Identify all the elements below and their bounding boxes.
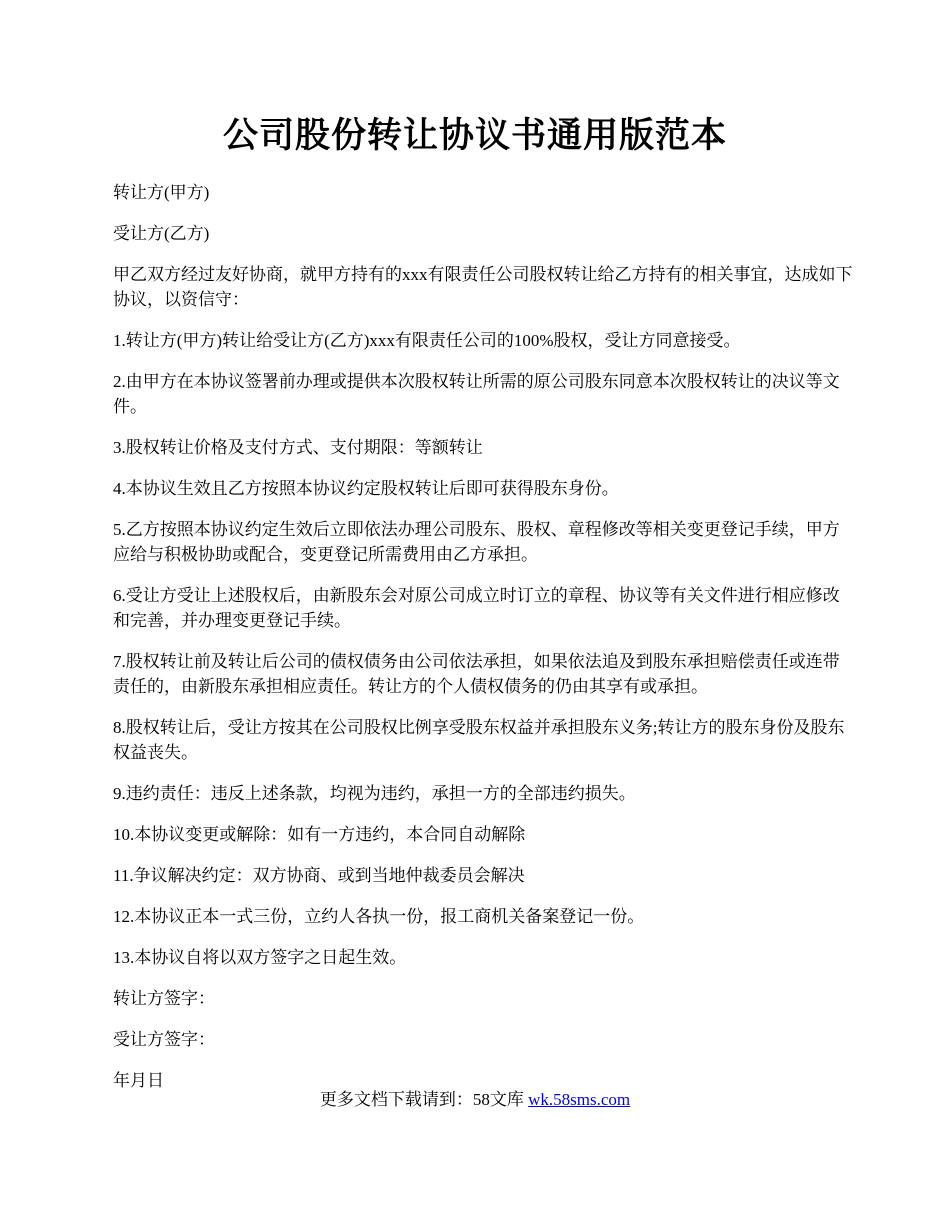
document-title: 公司股份转让协议书通用版范本 bbox=[222, 116, 727, 155]
clause-7: 7.股权转让前及转让后公司的债权债务由公司依法承担，如果依法追及到股东承担赔偿责任或连带责任的，由新股东承担相应责任。转让方的个人债权债务的仍由其享有或承担。 bbox=[113, 652, 840, 696]
clause-10: 10.本协议变更或解除：如有一方违约，本合同自动解除 bbox=[113, 825, 526, 844]
clause-3: 3.股权转让价格及支付方式、支付期限：等额转让 bbox=[113, 438, 483, 457]
transferee-signature-line: 受让方签字： bbox=[113, 1030, 215, 1049]
clause-13: 13.本协议自将以双方签字之日起生效。 bbox=[113, 948, 407, 967]
document-body bbox=[113, 180, 853, 1109]
footer-link[interactable]: wk.58sms.com bbox=[528, 1090, 631, 1109]
clause-8: 8.股权转让后，受让方按其在公司股权比例享受股东权益并承担股东义务;转让方的股东身份及股东权益丧失。 bbox=[113, 718, 845, 762]
clause-12: 12.本协议正本一式三份，立约人各执一份，报工商机关备案登记一份。 bbox=[113, 907, 645, 926]
transferor-signature-line: 转让方签字： bbox=[113, 989, 215, 1008]
clause-4: 4.本协议生效且乙方按照本协议约定股权转让后即可获得股东身份。 bbox=[113, 479, 619, 498]
date-line: 年月日 bbox=[113, 1071, 164, 1090]
preamble-paragraph: 甲乙双方经过友好协商，就甲方持有的xxx有限责任公司股权转让给乙方持有的相关事宜，达成如下协议，以资信守： bbox=[113, 265, 853, 309]
party-b-line: 受让方(乙方) bbox=[113, 224, 210, 243]
clause-6: 6.受让方受让上述股权后，由新股东会对原公司成立时订立的章程、协议等有关文件进行相应修改和完善，并办理变更登记手续。 bbox=[113, 586, 840, 630]
clause-1: 1.转让方(甲方)转让给受让方(乙方)xxx有限责任公司的100%股权，受让方同意接受。 bbox=[113, 331, 741, 350]
clause-2: 2.由甲方在本协议签署前办理或提供本次股权转让所需的原公司股东同意本次股权转让的决议等文件。 bbox=[113, 372, 840, 416]
footer-prefix: 更多文档下载请到：58文库 bbox=[319, 1090, 529, 1109]
clause-9: 9.违约责任：违反上述条款，均视为违约，承担一方的全部违约损失。 bbox=[113, 784, 636, 803]
clause-11: 11.争议解决约定：双方协商、或到当地仲裁委员会解决 bbox=[113, 866, 525, 885]
footer bbox=[0, 1087, 950, 1112]
party-a-line: 转让方(甲方) bbox=[113, 183, 210, 202]
clause-5: 5.乙方按照本协议约定生效后立即依法办理公司股东、股权、章程修改等相关变更登记手续，甲方应给与积极协助或配合，变更登记所需费用由乙方承担。 bbox=[113, 520, 840, 564]
